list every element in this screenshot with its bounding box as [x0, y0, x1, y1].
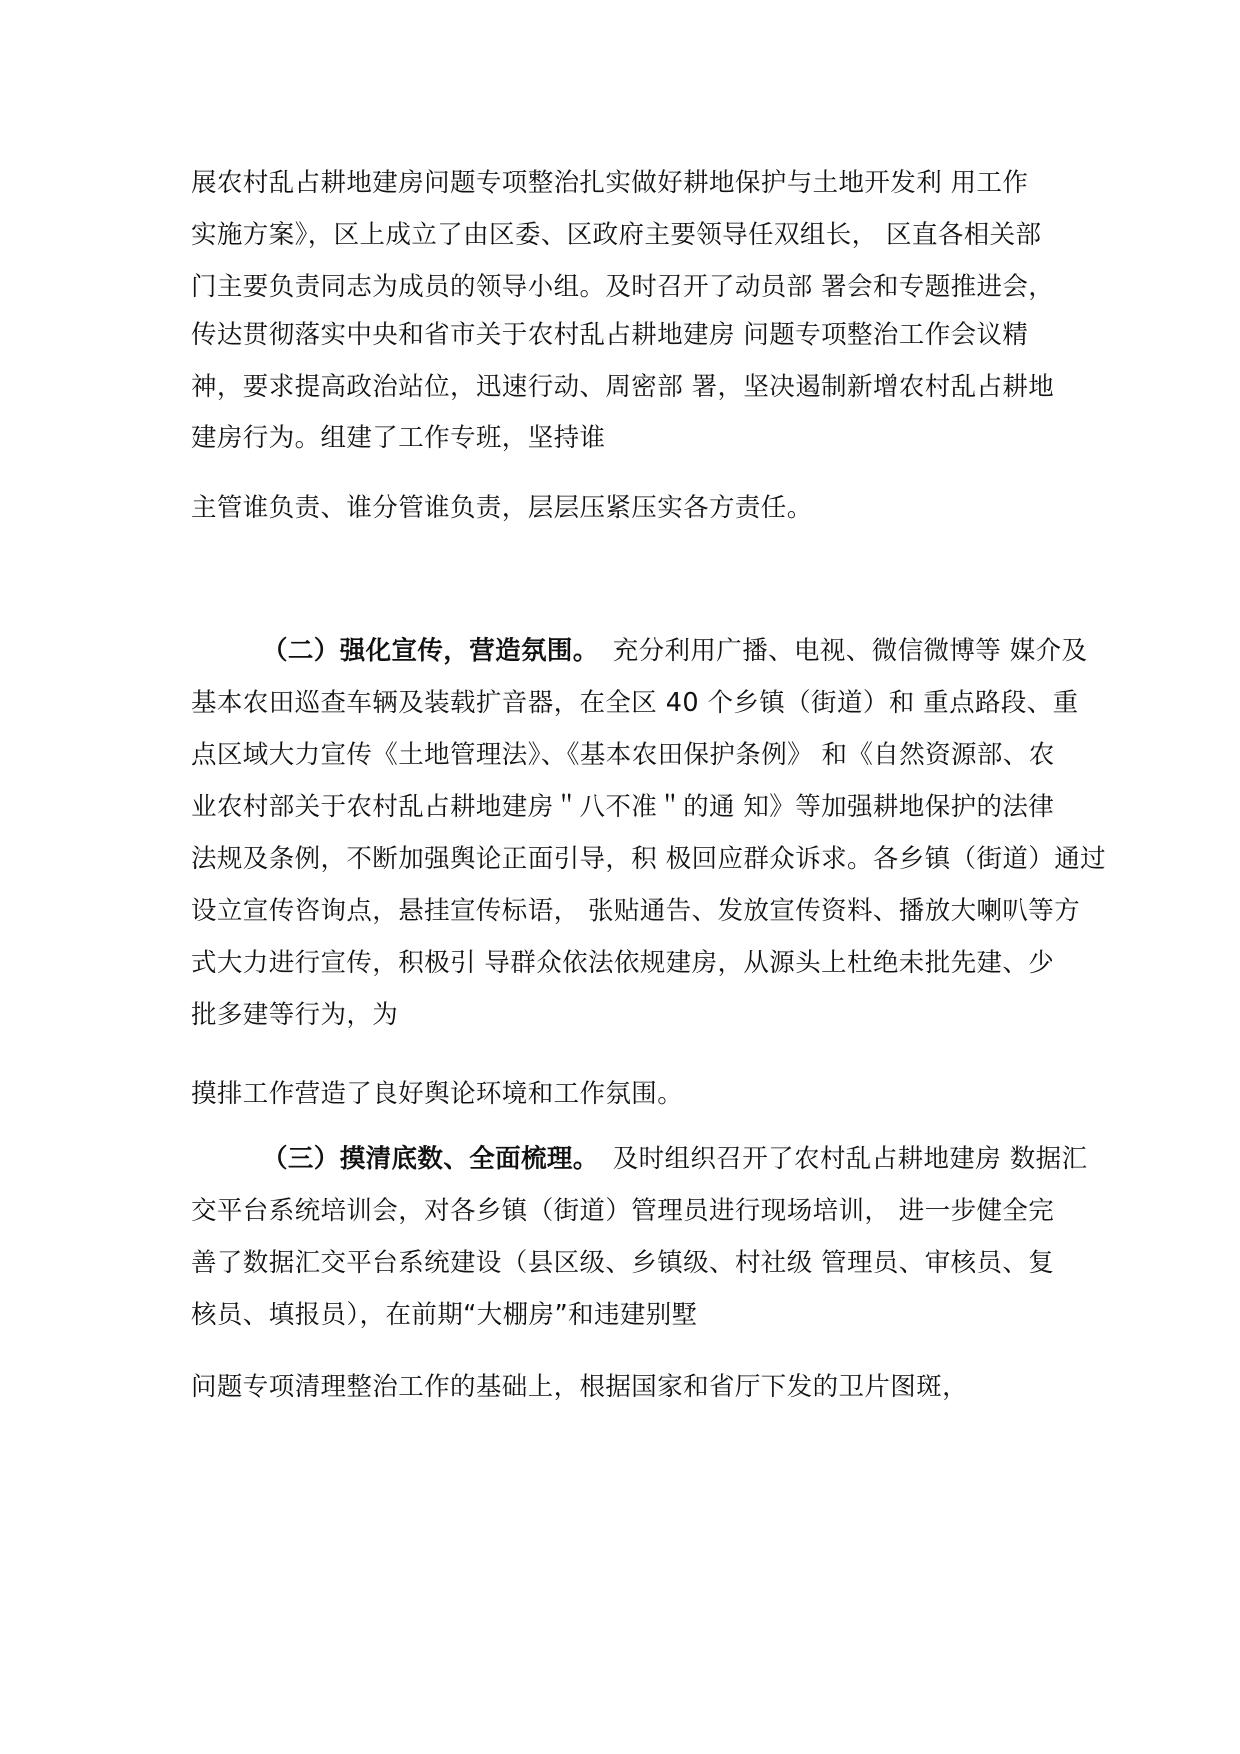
- paragraph-line: 法规及条例，不断加强舆论正面引导，积 极回应群众诉求。各乡镇（街道）通过: [191, 844, 1107, 874]
- paragraph-line: 善了数据汇交平台系统建设（县区级、乡镇级、村社级 管理员、审核员、复: [191, 1248, 1055, 1278]
- paragraph-text: 充分利用广播、电视、微信微博等 媒介及: [612, 636, 1088, 666]
- section-heading-line: [262, 1142, 1087, 1176]
- paragraph-line: 主管谁负责、谁分管谁负责，层层压紧压实各方责任。: [191, 493, 813, 523]
- section-heading: （三）摸清底数、全面梳理。: [262, 1144, 599, 1174]
- paragraph-line: 式大力进行宣传，积极引 导群众依法依规建房，从源头上杜绝未批先建、少: [191, 948, 1055, 978]
- paragraph-line: 核员、填报员），在前期“大棚房”和违建别墅: [191, 1300, 698, 1330]
- paragraph-line: 批多建等行为，为: [191, 1000, 399, 1030]
- paragraph-line: 点区域大力宣传《土地管理法》、《基本农田保护条例》 和《自然资源部、农: [191, 740, 1055, 770]
- paragraph-line: 交平台系统培训会，对各乡镇（街道）管理员进行现场培训， 进一步健全完: [191, 1196, 1055, 1226]
- section-heading-line: [262, 634, 1087, 668]
- paragraph-line: 摸排工作营造了良好舆论环境和工作氛围。: [191, 1079, 684, 1109]
- paragraph-line: 建房行为。组建了工作专班，坚持谁: [191, 423, 606, 453]
- paragraph-line: 设立宣传咨询点，悬挂宣传标语， 张贴通告、发放宣传资料、播放大喇叭等方: [191, 896, 1081, 926]
- paragraph-line: 基本农田巡查车辆及装载扩音器，在全区 40 个乡镇（街道）和 重点路段、重: [191, 688, 1079, 718]
- paragraph-text: 及时组织召开了农村乱占耕地建房 数据汇: [612, 1144, 1088, 1174]
- paragraph-line: 实施方案》，区上成立了由区委、区政府主要领导任双组长， 区直各相关部: [191, 220, 1042, 250]
- paragraph-line: 展农村乱占耕地建房问题专项整治扎实做好耕地保护与土地开发利 用工作: [191, 168, 1029, 198]
- paragraph-line: 传达贯彻落实中央和省市关于农村乱占耕地建房 问题专项整治工作会议精: [191, 320, 1029, 350]
- section-heading: （二）强化宣传，营造氛围。: [262, 636, 599, 666]
- paragraph-line: 业农村部关于农村乱占耕地建房＂八不准＂的通 知》等加强耕地保护的法律: [191, 792, 1055, 822]
- paragraph-line: 问题专项清理整治工作的基础上，根据国家和省厅下发的卫片图斑，: [191, 1372, 969, 1402]
- paragraph-line: 门主要负责同志为成员的领导小组。及时召开了动员部 署会和专题推进会，: [191, 272, 1055, 302]
- paragraph-line: 神，要求提高政治站位，迅速行动、周密部 署，坚决遏制新增农村乱占耕地: [191, 372, 1055, 402]
